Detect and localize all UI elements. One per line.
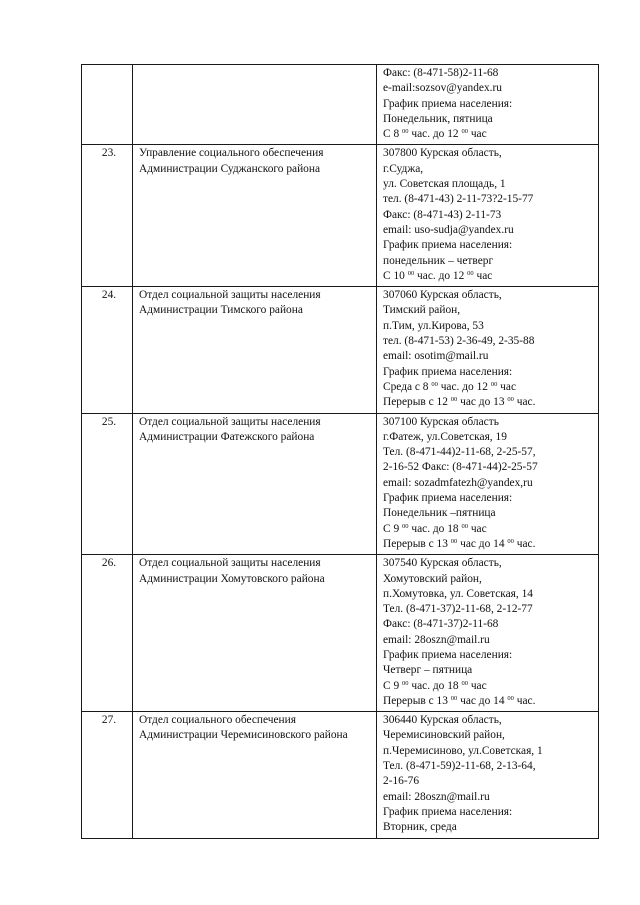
contact-line: г.Суджа, [383, 162, 424, 175]
contact-cell [377, 287, 599, 413]
contact-line: email: osotim@mail.ru [383, 350, 489, 363]
contact-line: ул. Советская площадь, 1 [383, 178, 506, 191]
contact-line: Факс: (8-471-43) 2-11-73 [383, 208, 502, 221]
minutes-superscript: 00 [507, 694, 514, 702]
organization-cell [133, 712, 377, 838]
table-row [82, 712, 599, 838]
organization-name-line: Управление социального обеспечения [139, 147, 324, 160]
row-number-cell [82, 65, 133, 145]
contact-line: С 9 $^{00}$ час. до 18 $^{00}$ час [383, 679, 487, 692]
contact-line: Черемисиновский район, [383, 729, 505, 742]
contact-line: email: uso-sudja@yandex.ru [383, 223, 514, 236]
minutes-superscript: 00 [402, 679, 409, 687]
row-number-cell [82, 555, 133, 712]
contact-line: С 10 $^{00}$ час. до 12 $^{00}$ час [383, 269, 493, 282]
contact-line: Тимский район, [383, 304, 461, 317]
organization-name-line: Администрации Тимского района [139, 304, 303, 317]
contact-line: Понедельник –пятница [383, 507, 496, 520]
minutes-superscript: 00 [402, 128, 409, 136]
registry-body [82, 65, 599, 839]
contact-line: Среда с 8 $^{00}$ час. до 12 $^{00}$ час [383, 380, 517, 393]
organization-name-line: Отдел социальной защиты населения [139, 289, 321, 302]
contact-line: График приема населения: [383, 492, 513, 505]
contact-line: 307060 Курская область, [383, 289, 502, 302]
row-number: 25. [101, 415, 117, 428]
contact-line: Четверг – пятница [383, 664, 473, 677]
minutes-superscript: 00 [461, 128, 468, 136]
minutes-superscript: 00 [490, 380, 498, 388]
contact-cell [377, 65, 599, 145]
organization-name-line: Администрации Суджанского района [139, 162, 321, 175]
organization-name-line: Отдел социальной защиты населения [139, 415, 321, 428]
registry-table [81, 64, 599, 839]
contact-line: email: 28oszn@mail.ru [383, 633, 490, 646]
organization-cell [133, 413, 377, 555]
contact-line: Перерыв с 13 $^{00}$ час до 14 $^{00}$ час. [383, 694, 536, 707]
contact-line: График приема населения: [383, 365, 513, 378]
organization-name-line: Администрации Черемисиновского района [139, 729, 348, 742]
contact-line: Факс: (8-471-37)2-11-68 [383, 618, 499, 631]
organization-name-line: Отдел социального обеспечения [139, 714, 296, 727]
contact-line: e-mail:sozsov@yandex.ru [383, 82, 502, 95]
contact-line: Тел. (8-471-59)2-11-68, 2-13-64, [383, 760, 536, 773]
organization-cell [133, 287, 377, 413]
contact-cell [377, 145, 599, 287]
contact-cell [377, 712, 599, 838]
organization-cell [133, 145, 377, 287]
table-row [82, 65, 599, 145]
contact-line: г.Фатеж, ул.Советская, 19 [383, 430, 507, 443]
organization-cell [133, 65, 377, 145]
row-number: 27. [101, 714, 117, 727]
contact-line: Тел. (8-471-37)2-11-68, 2-12-77 [383, 603, 533, 616]
organization-name-line: Администрации Фатежского района [139, 430, 315, 443]
minutes-superscript: 00 [507, 396, 514, 404]
row-number: 23. [101, 147, 117, 160]
row-number-cell [82, 413, 133, 555]
contact-line: Перерыв с 13 $^{00}$ час до 14 $^{00}$ час. [383, 537, 536, 550]
contact-line: 2-16-76 [383, 775, 420, 788]
contact-line: п.Черемисиново, ул.Советская, 1 [383, 744, 543, 757]
table-row [82, 287, 599, 413]
contact-line: С 8 $^{00}$ час. до 12 $^{00}$ час [383, 128, 487, 141]
contact-line: п.Хомутовка, ул. Советская, 14 [383, 587, 533, 600]
minutes-superscript: 00 [407, 269, 415, 277]
contact-line: 307800 Курская область, [383, 147, 502, 160]
contact-line: 307100 Курская область [383, 415, 499, 428]
contact-line: тел. (8-471-53) 2-36-49, 2-35-88 [383, 335, 535, 348]
minutes-superscript: 00 [450, 694, 458, 702]
contact-line: График приема населения: [383, 239, 513, 252]
contact-line: п.Тим, ул.Кирова, 53 [383, 319, 484, 332]
table-row [82, 145, 599, 287]
contact-line: Понедельник, пятница [383, 112, 493, 125]
contact-line: понедельник – четверг [383, 254, 494, 267]
table-row [82, 555, 599, 712]
row-number-cell [82, 145, 133, 287]
contact-line: Хомутовский район, [383, 572, 482, 585]
contact-line: Факс: (8-471-58)2-11-68 [383, 67, 499, 79]
contact-line: 2-16-52 Факс: (8-471-44)2-25-57 [383, 461, 538, 474]
minutes-superscript: 00 [431, 380, 438, 388]
minutes-superscript: 00 [402, 522, 409, 530]
organization-name-line: Отдел социальной защиты населения [139, 557, 321, 570]
minutes-superscript: 00 [461, 679, 468, 687]
contact-cell [377, 555, 599, 712]
minutes-superscript: 00 [461, 522, 468, 530]
contact-line: email: sozadmfatezh@yandex,ru [383, 476, 533, 489]
organization-cell [133, 555, 377, 712]
row-number-cell [82, 287, 133, 413]
minutes-superscript: 00 [450, 396, 458, 404]
contact-line: email: 28oszn@mail.ru [383, 790, 490, 803]
contact-line: График приема населения: [383, 97, 513, 110]
table-row [82, 413, 599, 555]
contact-line: С 9 $^{00}$ час. до 18 $^{00}$ час [383, 522, 487, 535]
contact-line: тел. (8-471-43) 2-11-73?2-15-77 [383, 193, 534, 206]
contact-line: График приема населения: [383, 648, 513, 661]
contact-line: Перерыв с 12 $^{00}$ час до 13 $^{00}$ час. [383, 396, 536, 409]
row-number: 26. [101, 557, 117, 570]
contact-line: График приема населения: [383, 805, 513, 818]
row-number-cell [82, 712, 133, 838]
contact-cell [377, 413, 599, 555]
contact-line: 306440 Курская область, [383, 714, 502, 727]
organization-name-line: Администрации Хомутовского района [139, 572, 325, 585]
minutes-superscript: 00 [507, 537, 514, 545]
contact-line: Тел. (8-471-44)2-11-68, 2-25-57, [383, 446, 536, 459]
row-number: 24. [101, 289, 117, 302]
minutes-superscript: 00 [467, 269, 474, 277]
minutes-superscript: 00 [450, 537, 458, 545]
contact-line: Вторник, среда [383, 821, 457, 834]
contact-line: 307540 Курская область, [383, 557, 502, 570]
